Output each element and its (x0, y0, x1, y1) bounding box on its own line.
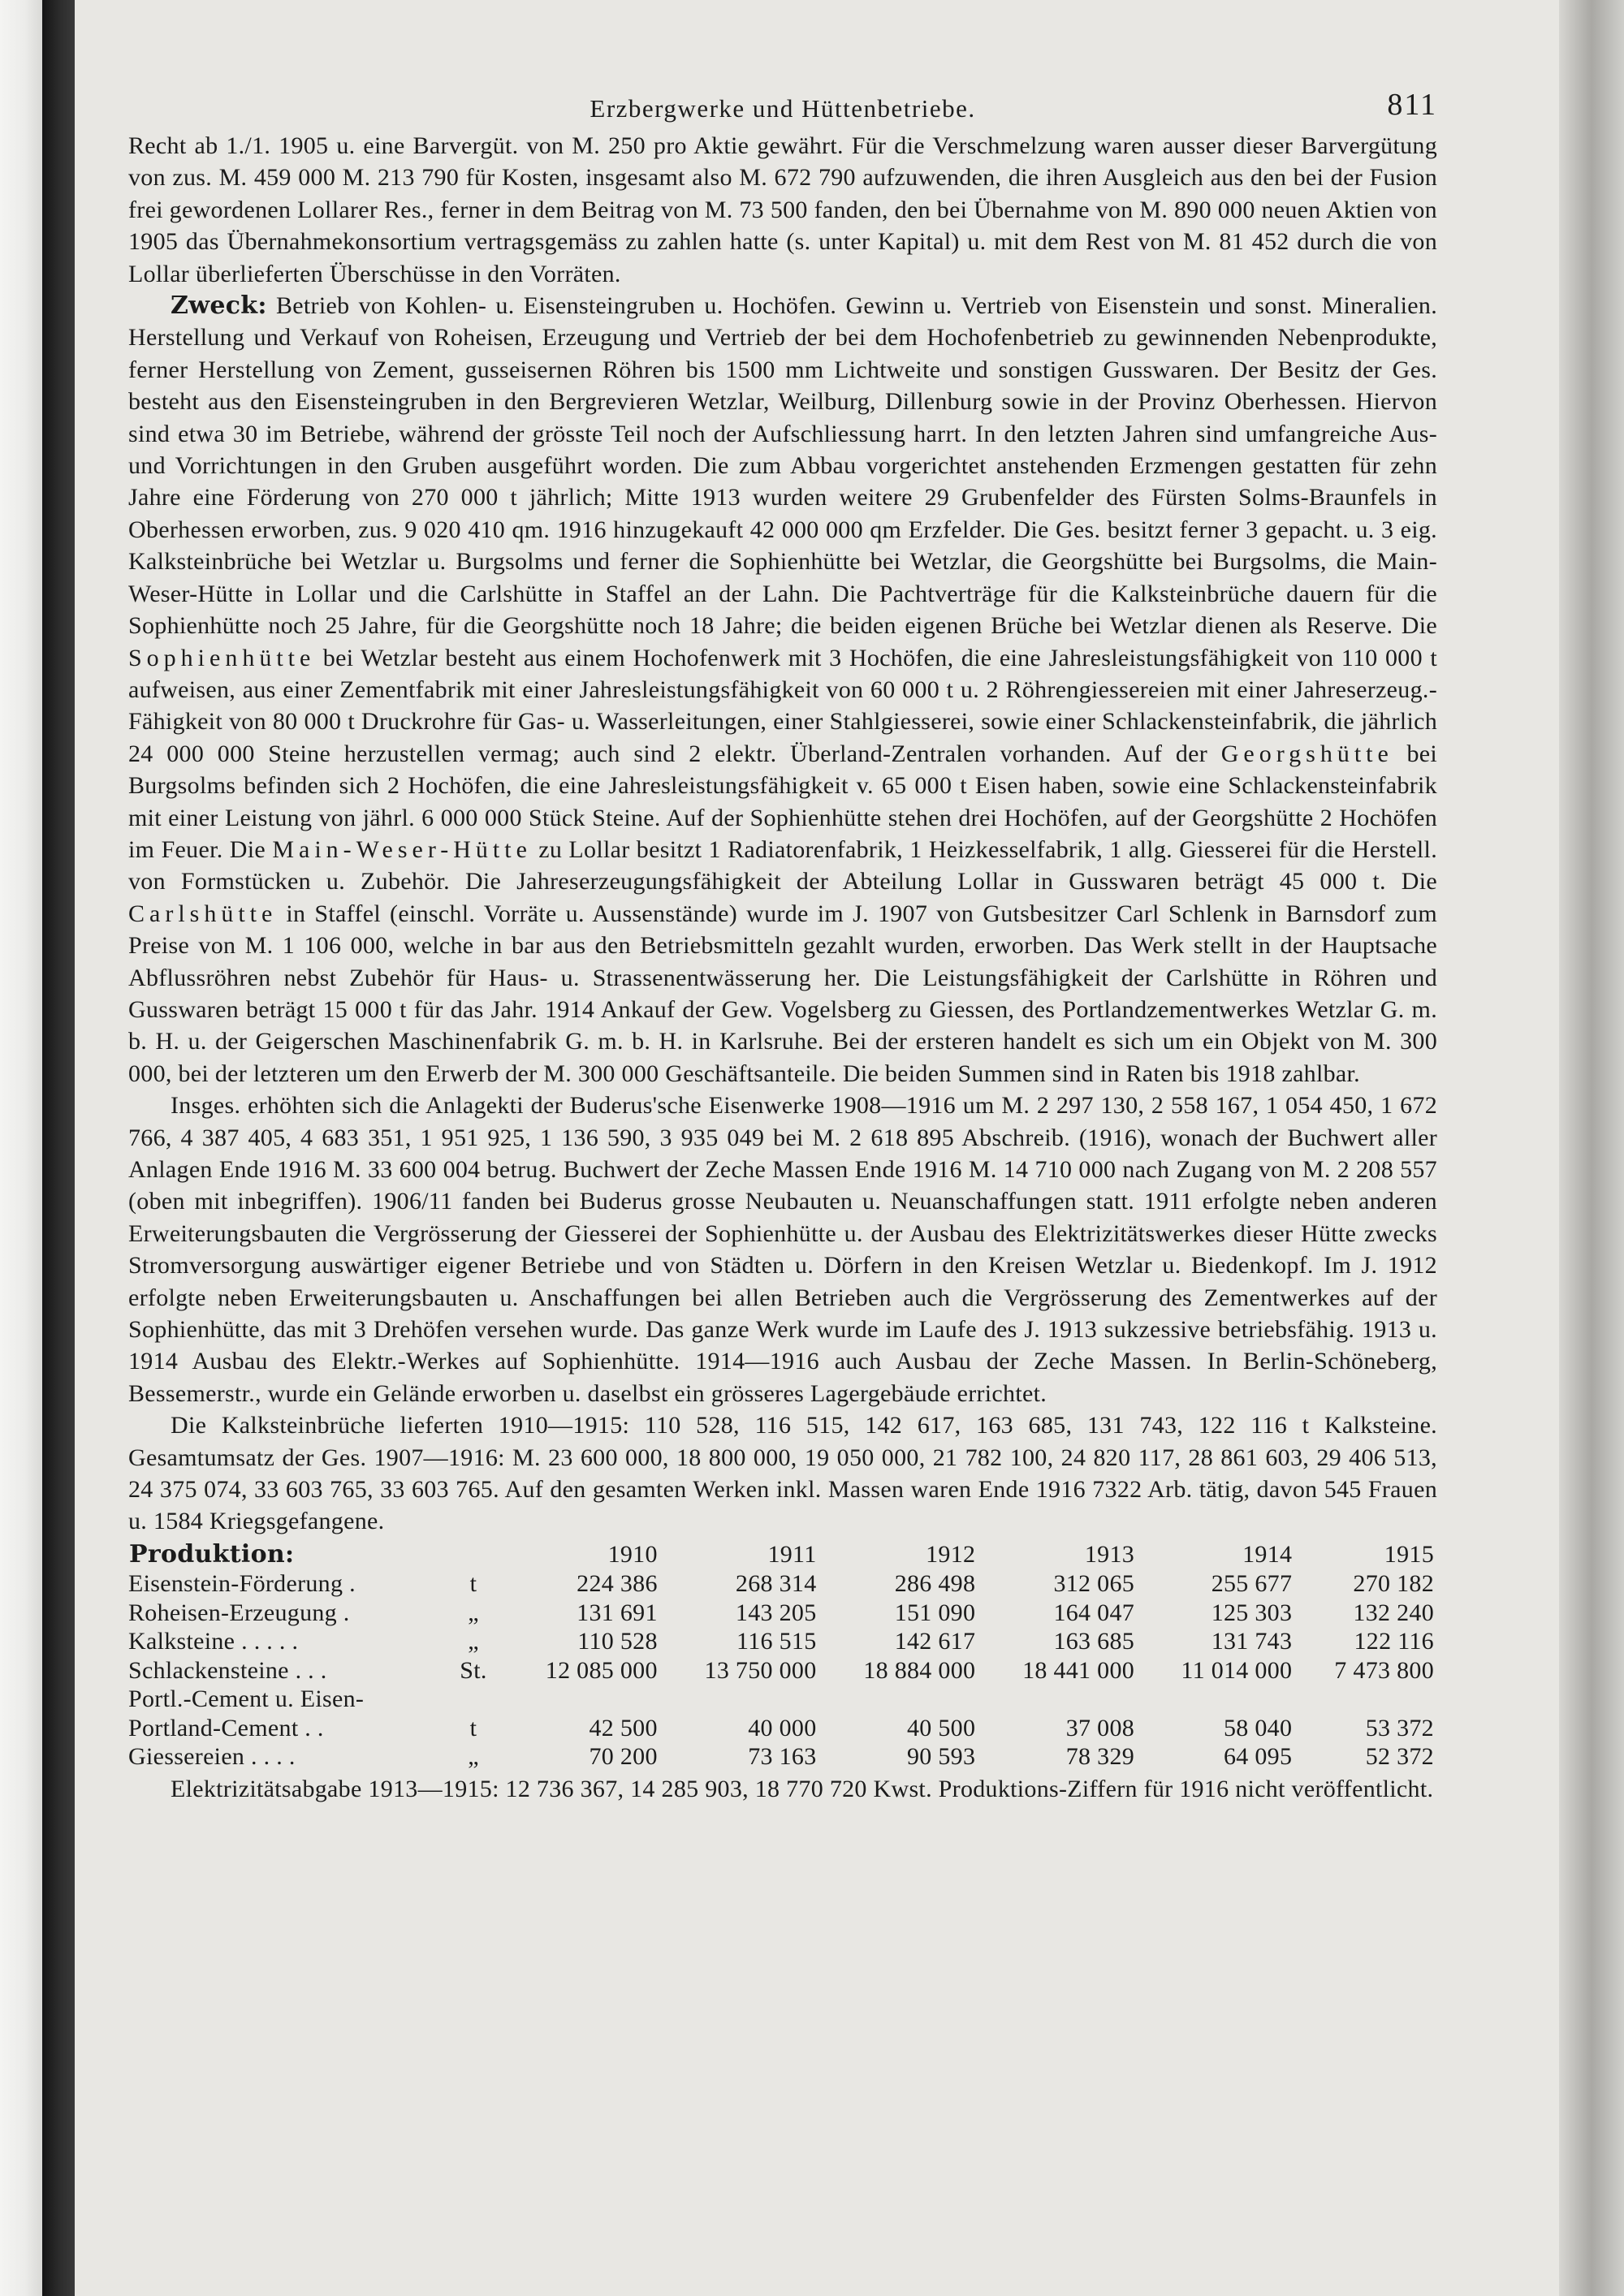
production-value-cell: 58 040 (1223, 1714, 1293, 1741)
production-row-unit: „ (468, 1599, 479, 1626)
production-row (128, 1656, 1437, 1685)
document-page (128, 86, 1437, 1805)
production-value-cell: 12 085 000 (545, 1656, 658, 1684)
production-value-cell: 122 116 (1354, 1628, 1434, 1655)
production-row-label (128, 1569, 445, 1599)
section-label-zweck: Zweck: (171, 291, 267, 321)
production-table-header (128, 1539, 1437, 1570)
production-value-cell: 52 372 (1365, 1743, 1434, 1771)
purpose-text-1: Betrieb von Kohlen- u. Eisensteingruben u. Hochöfen. Gewinn u. Vertrieb von Eisenstein und sonst. Mineralien. Herstellung und Verkauf von Roheisen, Erzeugung und Vertrieb der bei dem Hochofenbetrieb zu gewinnenden Nebenprodukte, ferner Herstellung von Zement, gusseisernen Röhren bis 1500 mm Lichtweite und sonstigen Gusswaren. Der Besitz der Ges. besteht aus den Eisensteingruben in den Bergrevieren Wetzlar, Weilburg, Dillenburg sowie in der Provinz Oberhessen. Hiervon sind etwa 30 im Betriebe, während der grösste Teil noch der Aufschliessung harrt. In den letzten Jahren sind umfangreiche Aus- und Vorrichtungen in den Gruben ausgeführt worden. Die zum Abbau vorgerichtet anstehenden Erzmengen gestatten für zehn Jahre eine Förderung von 270 000 t jährlich; Mitte 1913 wurden weitere 29 Grubenfelder des Fürsten Solms-Braunfels in Oberhessen erworben, zus. 9 020 410 qm. 1916 hinzugekauft 42 000 000 qm Erzfelder. Die Ges. besitzt ferner 3 gepacht. u. 3 eig. Kalksteinbrüche bei Wetzlar u. Burgsolms und ferner die Sophienhütte bei Wetzlar, die Georgshütte bei Burgsolms, die Main-Weser-Hütte in Lollar und die Carlshütte in Staffel an der Lahn. Die Pachtverträge für die Kalksteinbrüche dauern für die Sophienhütte noch 25 Jahre, für die Georgshütte noch 18 Jahre; die beiden eigenen Brüche bei Wetzlar dienen als Reserve. Die (128, 292, 1437, 640)
production-value-cell: 18 441 000 (1022, 1656, 1135, 1684)
row-leader-dots: . . (298, 1714, 324, 1741)
production-value-cell: 53 372 (1365, 1714, 1434, 1741)
purpose-text-4: zu Lollar besitzt 1 Radiatorenfabrik, 1 Heizkesselfabrik, 1 allg. Giesserei für die Herstell. von Formstücken u. Zubehör. Die Jahreserzeugungsfähigkeit der Abteilung Lollar in Gusswaren beträgt 45 000 t. Die (128, 835, 1437, 896)
production-value-cell: 70 200 (589, 1743, 658, 1771)
production-row-unit: t (469, 1714, 477, 1741)
production-value-cell: 132 240 (1353, 1599, 1434, 1626)
production-row-unit: St. (460, 1656, 487, 1684)
purpose-text-3: bei Burgsolms befinden sich 2 Hochöfen, die eine Jahresleistungsfähigkeit v. 65 000 t Eisen haben, sowie eine Schlackensteinfabrik mit einer Leistung von jährl. 6 000 000 Stück Steine. Auf der Sophienhütte stehen drei Hochöfen, auf der Georgshütte 2 Hochöfen im Feuer. Die (128, 740, 1437, 863)
production-value-cell (502, 1685, 661, 1714)
production-value-cell (1138, 1685, 1295, 1714)
production-row-label (128, 1627, 445, 1656)
production-value-cell: 40 000 (748, 1714, 817, 1741)
year-header: 1912 (926, 1540, 976, 1568)
production-value-cell: 116 515 (736, 1628, 817, 1655)
production-row-label (128, 1599, 445, 1628)
production-row-label (128, 1742, 445, 1772)
production-value-cell: 110 528 (577, 1628, 658, 1655)
row-leader-dots: . (343, 1570, 356, 1598)
paragraph-merger: Recht ab 1./1. 1905 u. eine Barvergüt. von M. 250 pro Aktie gewährt. Für die Verschmelzung waren ausser dieser Barvergütung von zus. M. 459 000 M. 213 790 für Kosten, insgesamt also M. 672 790 aufzuwenden, die ihren Ausgleich aus den bei der Fusion frei gewordenen Lollarer Res., ferner in dem Beitrag von M. 73 500 fanden, den bei Übernahme von M. 890 000 neuen Aktien von 1905 das Übernahmekonsortium vertragsgemäss zu zahlen hatte (s. unter Kapital) u. mit dem Rest von M. 81 452 durch die von Lollar überlieferten Überschüsse in den Vorräten. (128, 132, 1437, 287)
row-label-text: Portl.-Cement u. Eisen- (128, 1685, 365, 1713)
paragraph-purpose (128, 290, 1437, 1090)
production-table (128, 1539, 1437, 1772)
row-leader-dots: . . . . . (235, 1628, 299, 1655)
production-value-cell: 131 743 (1211, 1628, 1293, 1655)
production-value-cell: 163 685 (1053, 1628, 1135, 1655)
binding-shadow (42, 0, 75, 2296)
production-value-cell: 131 691 (577, 1599, 658, 1626)
production-value-cell (978, 1685, 1138, 1714)
production-row (128, 1569, 1437, 1599)
row-label-text: Kalksteine (128, 1628, 235, 1655)
works-name-carlshuette: Carlshütte (128, 900, 278, 927)
production-value-cell (661, 1685, 820, 1714)
production-value-cell: 224 386 (577, 1570, 658, 1598)
production-value-cell: 268 314 (735, 1570, 817, 1598)
production-value-cell: 143 205 (735, 1599, 817, 1626)
row-label-text: Portland-Cement (128, 1714, 299, 1741)
running-head: Erzbergwerke und Hüttenbetriebe. (590, 94, 976, 123)
year-header: 1913 (1084, 1540, 1135, 1568)
works-name-sophienhuette: Sophienhütte (128, 644, 316, 671)
works-name-georgshuette: Georgshütte (1220, 740, 1393, 767)
row-label-text: Giessereien (128, 1743, 245, 1771)
production-value-cell (1295, 1685, 1437, 1714)
purpose-text-2: bei Wetzlar besteht aus einem Hochofenwerk mit 3 Hochöfen, die eine Jahresleistungsfähigkeit von 110 000 t aufweisen, aus einer Zementfabrik mit einer Jahresleistungsfähigkeit von 60 000 t u. 2 Röhrengiessereien mit einer Jahreserzeug.-Fähigkeit von 80 000 t Druckrohre für Gas- u. Wasserleitungen, einer Stahlgiesserei, sowie einer Schlackensteinfabrik, die jährlich 24 000 000 Steine herzustellen vermag; auch sind 2 elektr. Überland-Zentralen vorhanden. Auf der (128, 644, 1437, 767)
production-row (128, 1599, 1437, 1628)
production-value-cell: 13 750 000 (704, 1656, 817, 1684)
year-header: 1911 (767, 1540, 817, 1568)
production-row (128, 1685, 1437, 1714)
row-leader-dots: . (337, 1599, 350, 1626)
production-value-cell: 11 014 000 (1181, 1656, 1293, 1684)
row-leader-dots: . . . . (244, 1743, 296, 1771)
row-label-text: Roheisen-Erzeugung (128, 1599, 337, 1626)
page-edge-shadow (1559, 0, 1624, 2296)
production-row-label (128, 1685, 445, 1714)
production-value-cell: 37 008 (1065, 1714, 1135, 1741)
production-value-cell: 73 163 (748, 1743, 817, 1771)
production-row (128, 1742, 1437, 1772)
production-row-unit (445, 1685, 502, 1714)
row-leader-dots: . . . (288, 1656, 327, 1684)
year-header: 1914 (1242, 1540, 1293, 1568)
production-row-unit: „ (468, 1743, 479, 1771)
production-value-cell: 125 303 (1211, 1599, 1293, 1626)
production-row-label (128, 1656, 445, 1685)
production-value-cell: 142 617 (894, 1628, 976, 1655)
production-value-cell (820, 1685, 979, 1714)
production-value-cell: 7 473 800 (1334, 1656, 1434, 1684)
production-row-unit: t (469, 1570, 477, 1598)
production-row (128, 1627, 1437, 1656)
production-value-cell: 164 047 (1053, 1599, 1135, 1626)
production-value-cell: 42 500 (589, 1714, 658, 1741)
production-value-cell: 90 593 (906, 1743, 976, 1771)
production-value-cell: 286 498 (894, 1570, 976, 1598)
production-row-label (128, 1714, 445, 1743)
production-row-unit: „ (468, 1628, 479, 1655)
production-value-cell: 40 500 (906, 1714, 976, 1741)
production-value-cell: 270 182 (1353, 1570, 1434, 1598)
page-header (128, 86, 1437, 128)
production-value-cell: 151 090 (894, 1599, 976, 1626)
works-name-main-weser-huette: Main-Weser-Hütte (272, 835, 532, 863)
production-row (128, 1714, 1437, 1743)
page-binding-margin (0, 0, 42, 2296)
production-value-cell: 255 677 (1211, 1570, 1293, 1598)
page-number: 811 (1387, 88, 1437, 122)
production-value-cell: 64 095 (1223, 1743, 1293, 1771)
paragraph-investments: Insges. erhöhten sich die Anlagekti der Buderus'sche Eisenwerke 1908—1916 um M. 2 297 130, 2 558 167, 1 054 450, 1 672 766, 4 387 405, 4 683 351, 1 951 925, 1 136 590, 3 935 049 bei M. 2 618 895 Abschreib. (1916), wonach der Buchwert aller Anlagen Ende 1916 M. 33 600 004 betrug. Buchwert der Zeche Massen Ende 1916 M. 14 710 000 nach Zugang von M. 2 208 557 (oben mit inbegriffen). 1906/11 fanden bei Buderus grosse Neubauten u. Neuanschaffungen statt. 1911 erfolgte neben anderen Erweiterungsbauten die Vergrösserung der Giesserei der Sophienhütte u. der Ausbau des Elektrizitätswerkes dieser Hütte zwecks Stromversorgung auswärtiger eigener Betriebe und von Städten u. Dörfern in den Kreisen Wetzlar u. Biedenkopf. Im J. 1912 erfolgte neben Erweiterungsbauten u. Anschaffungen bei allen Betrieben auch die Vergrösserung des Zementwerkes auf der Sophienhütte, das mit 3 Drehöfen versehen wurde. Das ganze Werk wurde im Laufe des J. 1913 sukzessive betriebsfähig. 1913 u. 1914 Ausbau des Elektr.-Werkes auf Sophienhütte. 1914—1916 auch Ausbau der Zeche Massen. In Berlin-Schöneberg, Bessemerstr., wurde ein Gelände erworben u. daselbst ein grösseres Lagergebäude errichtet. (128, 1092, 1437, 1407)
purpose-text-5: in Staffel (einschl. Vorräte u. Aussenstände) wurde im J. 1907 von Gutsbesitzer Carl Schlenk in Barnsdorf zum Preise von M. 1 106 000, welche in bar aus den Betriebsmitteln gezahlt wurden, erworben. Das Werk stellt in der Hauptsache Abflussröhren nebst Zubehör für Haus- u. Strassenentwässerung her. Die Leistungsfähigkeit der Carlshütte in Röhren und Gusswaren beträgt 15 000 t für das Jahr. 1914 Ankauf der Gew. Vogelsberg zu Giessen, des Portlandzementwerkes Wetzlar G. m. b. H. u. der Geigerschen Maschinenfabrik G. m. b. H. in Karlsruhe. Bei der ersteren handelt es sich um ein Objekt von M. 300 000, bei der letzteren um den Erwerb der M. 300 000 Geschäftsanteile. Die beiden Summen sind in Raten bis 1918 zahlbar. (128, 900, 1437, 1087)
production-heading: Produktion: (129, 1539, 295, 1569)
year-header: 1910 (607, 1540, 658, 1568)
row-label-text: Eisenstein-Förderung (128, 1570, 343, 1598)
paragraph-quarries-turnover: Die Kalksteinbrüche lieferten 1910—1915: 110 528, 116 515, 142 617, 163 685, 131 743, 122 116 t Kalksteine. Gesamtumsatz der Ges. 1907—1916: M. 23 600 000, 18 800 000, 19 050 000, 21 782 100, 24 820 117, 28 861 603, 29 406 513, 24 375 074, 33 603 765, 33 603 765. Auf den gesamten Werken inkl. Massen waren Ende 1916 7322 Arb. tätig, davon 545 Frauen u. 1584 Kriegsgefangene. (128, 1412, 1437, 1535)
production-value-cell: 78 329 (1065, 1743, 1135, 1771)
row-label-text: Schlackensteine (128, 1656, 289, 1684)
production-value-cell: 18 884 000 (863, 1656, 976, 1684)
year-header: 1915 (1384, 1540, 1434, 1568)
paragraph-electricity: Elektrizitätsabgabe 1913—1915: 12 736 367, 14 285 903, 18 770 720 Kwst. Produktions-Ziffern für 1916 nicht veröffentlicht. (171, 1775, 1434, 1802)
production-value-cell: 312 065 (1053, 1570, 1135, 1598)
